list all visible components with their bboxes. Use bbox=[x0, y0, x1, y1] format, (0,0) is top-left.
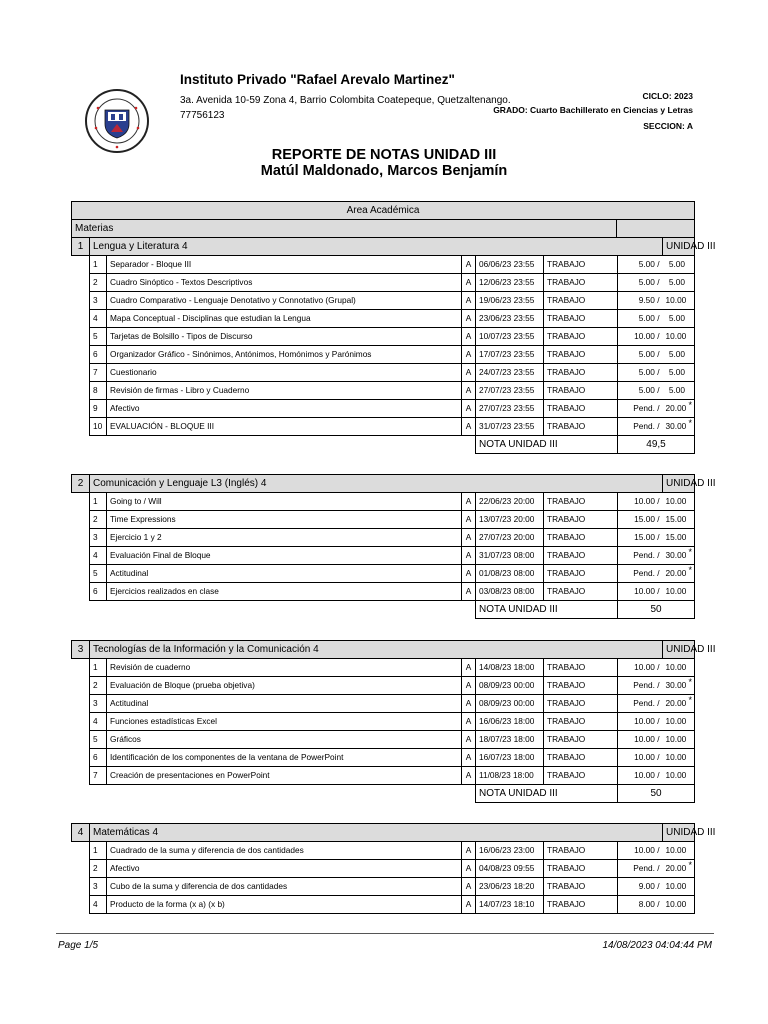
item-number: 8 bbox=[90, 382, 107, 399]
item-max-points: 10.00 bbox=[665, 752, 687, 762]
item-max-points: 15.00 bbox=[665, 514, 687, 524]
grade-item-row bbox=[72, 896, 695, 914]
grade-item-row bbox=[72, 418, 695, 436]
item-score: 5.00 / bbox=[618, 256, 663, 274]
item-score: Pend. / bbox=[618, 860, 663, 878]
item-type: A bbox=[462, 842, 476, 860]
unit-grade-value: 49,5 bbox=[618, 436, 695, 454]
item-number: 3 bbox=[90, 878, 107, 895]
grade-item-row bbox=[72, 659, 695, 677]
item-number: 4 bbox=[90, 310, 107, 327]
item-category: TRABAJO bbox=[544, 382, 618, 400]
item-date: 19/06/23 23:55 bbox=[476, 292, 544, 310]
item-max-points: 5.00 bbox=[668, 367, 686, 377]
item-category: TRABAJO bbox=[544, 659, 618, 677]
item-score: Pend. / bbox=[618, 400, 663, 418]
item-score: 5.00 / bbox=[618, 310, 663, 328]
item-max-points: 5.00 bbox=[668, 259, 686, 269]
item-type: A bbox=[462, 896, 476, 914]
page-number: Page 1/5 bbox=[58, 940, 99, 951]
item-type: A bbox=[462, 547, 476, 565]
student-name: Matúl Maldonado, Marcos Benjamín bbox=[260, 163, 508, 179]
item-score: 5.00 / bbox=[618, 346, 663, 364]
grade-item-row bbox=[72, 529, 695, 547]
item-category: TRABAJO bbox=[544, 364, 618, 382]
item-score: Pend. / bbox=[618, 547, 663, 565]
school-name: Instituto Privado "Rafael Arevalo Martinez" bbox=[180, 72, 455, 87]
item-description: Ejercicio 1 y 2 bbox=[110, 532, 162, 542]
item-max-points: 10.00 bbox=[665, 662, 687, 672]
subject-name: Comunicación y Lenguaje L3 (Inglés) 4 bbox=[90, 475, 663, 493]
item-max-points: 10.00 bbox=[665, 586, 687, 596]
item-score: 10.00 / bbox=[618, 328, 663, 346]
item-category: TRABAJO bbox=[544, 695, 618, 713]
item-score: 10.00 / bbox=[618, 842, 663, 860]
pending-marker: * bbox=[688, 418, 693, 428]
item-date: 24/07/23 23:55 bbox=[476, 364, 544, 382]
item-number: 2 bbox=[90, 274, 107, 291]
item-score: 10.00 / bbox=[618, 659, 663, 677]
subject-table bbox=[71, 640, 716, 803]
grade-item-row bbox=[72, 292, 695, 310]
item-category: TRABAJO bbox=[544, 529, 618, 547]
item-score: 9.50 / bbox=[618, 292, 663, 310]
item-number: 6 bbox=[90, 749, 107, 766]
item-date: 27/07/23 23:55 bbox=[476, 382, 544, 400]
item-score: 5.00 / bbox=[618, 364, 663, 382]
item-max-points: 30.00 bbox=[665, 550, 687, 560]
item-date: 18/07/23 18:00 bbox=[476, 731, 544, 749]
subject-unit-label: UNIDAD III bbox=[663, 824, 695, 842]
area-header-table bbox=[71, 201, 695, 238]
item-score: 10.00 / bbox=[618, 731, 663, 749]
pending-marker: * bbox=[688, 547, 693, 557]
item-score: 10.00 / bbox=[618, 767, 663, 785]
unit-grade-row bbox=[72, 601, 695, 619]
item-category: TRABAJO bbox=[544, 292, 618, 310]
item-number: 4 bbox=[90, 896, 107, 913]
pending-marker: * bbox=[688, 400, 693, 410]
grade-item-row bbox=[72, 346, 695, 364]
subject-unit-label: UNIDAD III bbox=[663, 238, 695, 256]
item-type: A bbox=[462, 659, 476, 677]
item-type: A bbox=[462, 565, 476, 583]
subject-number: 3 bbox=[72, 641, 90, 659]
grade-item-row bbox=[72, 493, 695, 511]
item-score: Pend. / bbox=[618, 677, 663, 695]
item-description: Cuadro Comparativo - Lenguaje Denotativo y Connotativo (Grupal) bbox=[110, 295, 356, 305]
item-category: TRABAJO bbox=[544, 896, 618, 914]
item-category: TRABAJO bbox=[544, 749, 618, 767]
item-max-points: 5.00 bbox=[668, 277, 686, 287]
item-category: TRABAJO bbox=[544, 547, 618, 565]
item-description: Ejercicios realizados en clase bbox=[110, 586, 219, 596]
item-date: 22/06/23 20:00 bbox=[476, 493, 544, 511]
grade-item-row bbox=[72, 860, 695, 878]
item-date: 08/09/23 00:00 bbox=[476, 677, 544, 695]
pending-marker: * bbox=[688, 565, 693, 575]
item-max-points: 20.00 bbox=[665, 568, 687, 578]
item-max-points: 10.00 bbox=[665, 845, 687, 855]
item-type: A bbox=[462, 328, 476, 346]
school-phone: 77756123 bbox=[180, 110, 225, 121]
grade-item-row bbox=[72, 695, 695, 713]
item-number: 9 bbox=[90, 400, 107, 417]
item-category: TRABAJO bbox=[544, 400, 618, 418]
item-max-points: 20.00 bbox=[665, 698, 687, 708]
grade-item-row bbox=[72, 565, 695, 583]
subject-number: 4 bbox=[72, 824, 90, 842]
area-label: Area Académica bbox=[72, 202, 695, 220]
item-score: 8.00 / bbox=[618, 896, 663, 914]
item-type: A bbox=[462, 713, 476, 731]
item-description: Cuadro Sinóptico - Textos Descriptivos bbox=[110, 277, 253, 287]
grade-item-row bbox=[72, 731, 695, 749]
item-number: 1 bbox=[90, 493, 107, 510]
item-description: Funciones estadísticas Excel bbox=[110, 716, 217, 726]
item-category: TRABAJO bbox=[544, 842, 618, 860]
item-category: TRABAJO bbox=[544, 713, 618, 731]
grade-item-row bbox=[72, 310, 695, 328]
unit-grade-value: 50 bbox=[618, 601, 695, 619]
item-type: A bbox=[462, 677, 476, 695]
item-category: TRABAJO bbox=[544, 346, 618, 364]
item-type: A bbox=[462, 511, 476, 529]
item-date: 14/08/23 18:00 bbox=[476, 659, 544, 677]
item-score: 10.00 / bbox=[618, 493, 663, 511]
item-date: 04/08/23 09:55 bbox=[476, 860, 544, 878]
item-description: EVALUACIÓN - BLOQUE III bbox=[110, 421, 215, 431]
subject-unit-label: UNIDAD III bbox=[663, 475, 695, 493]
item-date: 31/07/23 08:00 bbox=[476, 547, 544, 565]
item-category: TRABAJO bbox=[544, 565, 618, 583]
grade-item-row bbox=[72, 583, 695, 601]
item-max-points: 5.00 bbox=[668, 349, 686, 359]
item-date: 01/08/23 08:00 bbox=[476, 565, 544, 583]
item-number: 1 bbox=[90, 659, 107, 676]
grade-item-row bbox=[72, 328, 695, 346]
item-description: Evaluación de Bloque (prueba objetiva) bbox=[110, 680, 255, 690]
item-description: Afectivo bbox=[110, 403, 140, 413]
item-number: 10 bbox=[90, 418, 107, 435]
item-max-points: 10.00 bbox=[665, 881, 687, 891]
subject-number: 1 bbox=[72, 238, 90, 256]
grade-item-row bbox=[72, 256, 695, 274]
item-type: A bbox=[462, 346, 476, 364]
item-number: 5 bbox=[90, 328, 107, 345]
unit-grade-row bbox=[72, 436, 695, 454]
item-number: 2 bbox=[90, 511, 107, 528]
item-date: 23/06/23 18:20 bbox=[476, 878, 544, 896]
subject-table bbox=[71, 823, 716, 914]
grade-item-row bbox=[72, 511, 695, 529]
item-max-points: 10.00 bbox=[665, 734, 687, 744]
item-description: Actitudinal bbox=[110, 568, 149, 578]
item-type: A bbox=[462, 256, 476, 274]
item-number: 5 bbox=[90, 731, 107, 748]
item-max-points: 20.00 bbox=[665, 863, 687, 873]
item-description: Afectivo bbox=[110, 863, 140, 873]
grade-item-row bbox=[72, 400, 695, 418]
item-date: 16/06/23 18:00 bbox=[476, 713, 544, 731]
item-type: A bbox=[462, 400, 476, 418]
item-type: A bbox=[462, 292, 476, 310]
item-description: Tarjetas de Bolsillo - Tipos de Discurso bbox=[110, 331, 253, 341]
item-number: 2 bbox=[90, 860, 107, 877]
footer-divider bbox=[56, 933, 714, 934]
item-description: Cubo de la suma y diferencia de dos cantidades bbox=[110, 881, 288, 891]
subject-table bbox=[71, 237, 716, 454]
item-number: 1 bbox=[90, 842, 107, 859]
grade-item-row bbox=[72, 713, 695, 731]
item-max-points: 10.00 bbox=[665, 770, 687, 780]
grade-item-row bbox=[72, 364, 695, 382]
pending-marker: * bbox=[688, 695, 693, 705]
grade-item-row bbox=[72, 878, 695, 896]
item-type: A bbox=[462, 364, 476, 382]
item-max-points: 10.00 bbox=[665, 295, 687, 305]
subject-unit-label: UNIDAD III bbox=[663, 641, 695, 659]
item-category: TRABAJO bbox=[544, 731, 618, 749]
item-category: TRABAJO bbox=[544, 767, 618, 785]
unit-grade-row bbox=[72, 785, 695, 803]
item-score: Pend. / bbox=[618, 418, 663, 436]
seccion-label: SECCION: A bbox=[643, 121, 693, 131]
item-description: Going to / Will bbox=[110, 496, 162, 506]
pending-marker: * bbox=[688, 677, 693, 687]
item-score: 15.00 / bbox=[618, 511, 663, 529]
item-description: Organizador Gráfico - Sinónimos, Antónimos, Homónimos y Parónimos bbox=[110, 349, 372, 359]
item-description: Mapa Conceptual - Disciplinas que estudian la Lengua bbox=[110, 313, 311, 323]
unit-grade-label: NOTA UNIDAD III bbox=[476, 436, 618, 454]
item-score: 10.00 / bbox=[618, 583, 663, 601]
item-max-points: 30.00 bbox=[665, 680, 687, 690]
item-category: TRABAJO bbox=[544, 677, 618, 695]
item-date: 08/09/23 00:00 bbox=[476, 695, 544, 713]
item-score: Pend. / bbox=[618, 695, 663, 713]
item-type: A bbox=[462, 274, 476, 292]
item-type: A bbox=[462, 749, 476, 767]
unit-grade-label: NOTA UNIDAD III bbox=[476, 601, 618, 619]
subject-name: Matemáticas 4 bbox=[90, 824, 663, 842]
item-max-points: 5.00 bbox=[668, 385, 686, 395]
item-type: A bbox=[462, 493, 476, 511]
ciclo-label: CICLO: 2023 bbox=[642, 91, 693, 101]
item-description: Identificación de los componentes de la ventana de PowerPoint bbox=[110, 752, 344, 762]
item-description: Cuestionario bbox=[110, 367, 157, 377]
item-date: 13/07/23 20:00 bbox=[476, 511, 544, 529]
item-number: 4 bbox=[90, 547, 107, 564]
item-max-points: 10.00 bbox=[665, 716, 687, 726]
item-description: Cuadrado de la suma y diferencia de dos cantidades bbox=[110, 845, 304, 855]
item-description: Revisión de cuaderno bbox=[110, 662, 191, 672]
item-number: 7 bbox=[90, 767, 107, 784]
item-category: TRABAJO bbox=[544, 583, 618, 601]
subject-table bbox=[71, 474, 716, 619]
item-max-points: 15.00 bbox=[665, 532, 687, 542]
item-date: 10/07/23 23:55 bbox=[476, 328, 544, 346]
item-type: A bbox=[462, 767, 476, 785]
item-score: 5.00 / bbox=[618, 274, 663, 292]
item-number: 6 bbox=[90, 583, 107, 600]
subject-name: Tecnologías de la Información y la Comunicación 4 bbox=[90, 641, 663, 659]
item-type: A bbox=[462, 860, 476, 878]
grade-item-row bbox=[72, 677, 695, 695]
item-max-points: 10.00 bbox=[665, 899, 687, 909]
item-max-points: 10.00 bbox=[665, 331, 687, 341]
item-date: 17/07/23 23:55 bbox=[476, 346, 544, 364]
item-category: TRABAJO bbox=[544, 310, 618, 328]
item-date: 03/08/23 08:00 bbox=[476, 583, 544, 601]
grade-item-row bbox=[72, 547, 695, 565]
grado-label: GRADO: Cuarto Bachillerato en Ciencias y Letras bbox=[493, 105, 693, 115]
item-description: Gráficos bbox=[110, 734, 141, 744]
item-description: Creación de presentaciones en PowerPoint bbox=[110, 770, 270, 780]
item-max-points: 30.00 bbox=[665, 421, 687, 431]
item-type: A bbox=[462, 382, 476, 400]
item-type: A bbox=[462, 529, 476, 547]
item-category: TRABAJO bbox=[544, 274, 618, 292]
unit-grade-label: NOTA UNIDAD III bbox=[476, 785, 618, 803]
grade-item-row bbox=[72, 382, 695, 400]
item-number: 6 bbox=[90, 346, 107, 363]
item-category: TRABAJO bbox=[544, 878, 618, 896]
school-address: 3a. Avenida 10-59 Zona 4, Barrio Colombita Coatepeque, Quetzaltenango. bbox=[180, 95, 511, 106]
item-number: 4 bbox=[90, 713, 107, 730]
item-date: 16/06/23 23:00 bbox=[476, 842, 544, 860]
item-number: 3 bbox=[90, 695, 107, 712]
grade-item-row bbox=[72, 767, 695, 785]
item-score: 10.00 / bbox=[618, 749, 663, 767]
item-date: 12/06/23 23:55 bbox=[476, 274, 544, 292]
item-type: A bbox=[462, 583, 476, 601]
item-type: A bbox=[462, 878, 476, 896]
item-max-points: 20.00 bbox=[665, 403, 687, 413]
subject-name: Lengua y Literatura 4 bbox=[90, 238, 663, 256]
item-description: Time Expressions bbox=[110, 514, 176, 524]
item-number: 3 bbox=[90, 292, 107, 309]
item-description: Evaluación Final de Bloque bbox=[110, 550, 211, 560]
item-date: 27/07/23 23:55 bbox=[476, 400, 544, 418]
item-date: 27/07/23 20:00 bbox=[476, 529, 544, 547]
item-score: Pend. / bbox=[618, 565, 663, 583]
item-category: TRABAJO bbox=[544, 328, 618, 346]
item-description: Revisión de firmas - Libro y Cuaderno bbox=[110, 385, 250, 395]
item-date: 14/07/23 18:10 bbox=[476, 896, 544, 914]
item-number: 7 bbox=[90, 364, 107, 381]
item-score: 9.00 / bbox=[618, 878, 663, 896]
item-type: A bbox=[462, 731, 476, 749]
item-max-points: 5.00 bbox=[668, 313, 686, 323]
item-date: 16/07/23 18:00 bbox=[476, 749, 544, 767]
item-category: TRABAJO bbox=[544, 418, 618, 436]
item-category: TRABAJO bbox=[544, 511, 618, 529]
item-category: TRABAJO bbox=[544, 860, 618, 878]
item-score: 10.00 / bbox=[618, 713, 663, 731]
item-number: 3 bbox=[90, 529, 107, 546]
unit-grade-value: 50 bbox=[618, 785, 695, 803]
grade-item-row bbox=[72, 842, 695, 860]
item-description: Actitudinal bbox=[110, 698, 149, 708]
item-date: 23/06/23 23:55 bbox=[476, 310, 544, 328]
item-date: 11/08/23 18:00 bbox=[476, 767, 544, 785]
item-score: 15.00 / bbox=[618, 529, 663, 547]
item-description: Producto de la forma (x a) (x b) bbox=[110, 899, 225, 909]
grade-item-row bbox=[72, 274, 695, 292]
item-max-points: 10.00 bbox=[665, 496, 687, 506]
school-crest-logo bbox=[84, 88, 150, 154]
item-date: 31/07/23 23:55 bbox=[476, 418, 544, 436]
item-category: TRABAJO bbox=[544, 256, 618, 274]
item-type: A bbox=[462, 695, 476, 713]
item-category: TRABAJO bbox=[544, 493, 618, 511]
materias-label: Materias bbox=[72, 220, 617, 238]
print-timestamp: 14/08/2023 04:04:44 PM bbox=[602, 940, 712, 951]
item-number: 5 bbox=[90, 565, 107, 582]
grade-item-row bbox=[72, 749, 695, 767]
pending-marker: * bbox=[688, 860, 692, 870]
item-type: A bbox=[462, 418, 476, 436]
item-description: Separador - Bloque III bbox=[110, 259, 192, 269]
subject-number: 2 bbox=[72, 475, 90, 493]
item-number: 1 bbox=[90, 256, 107, 273]
item-number: 2 bbox=[90, 677, 107, 694]
report-title: REPORTE DE NOTAS UNIDAD III bbox=[271, 147, 497, 163]
item-date: 06/06/23 23:55 bbox=[476, 256, 544, 274]
item-type: A bbox=[462, 310, 476, 328]
item-score: 5.00 / bbox=[618, 382, 663, 400]
